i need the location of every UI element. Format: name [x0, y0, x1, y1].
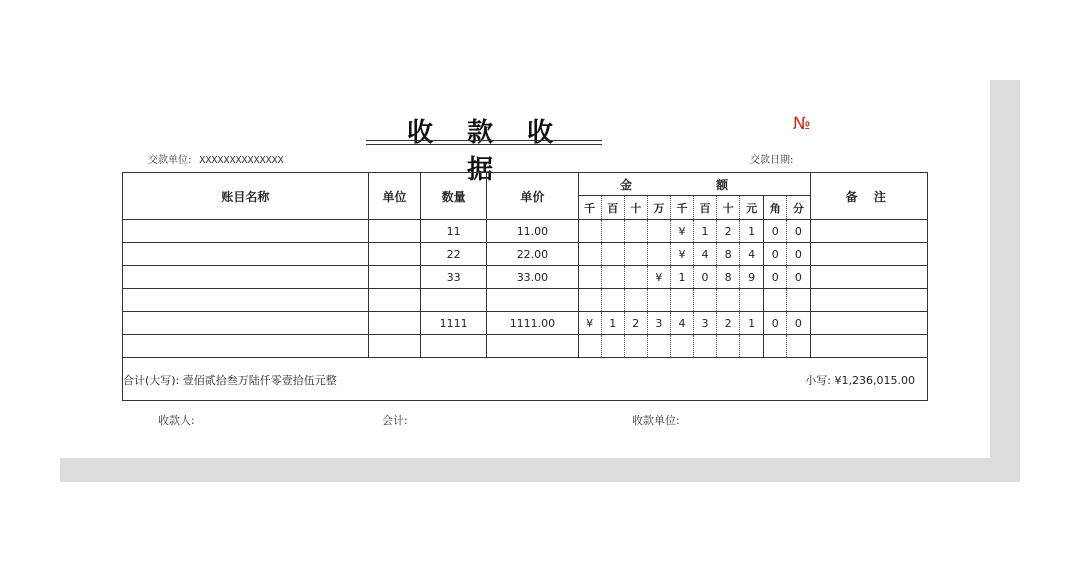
table-row [123, 220, 928, 243]
row-unit-price[interactable]: 11.00 [487, 220, 578, 243]
row-digit-8[interactable]: 0 [764, 243, 787, 266]
row-digit-7[interactable] [740, 335, 764, 358]
row-digit-4[interactable]: 4 [670, 312, 693, 335]
row-unit[interactable] [368, 220, 420, 243]
row-digit-5[interactable]: 1 [693, 220, 716, 243]
row-digit-3[interactable]: ¥ [647, 266, 670, 289]
row-digit-7[interactable]: 9 [740, 266, 764, 289]
row-unit[interactable] [368, 289, 420, 312]
receipt-number-mark: № [793, 114, 811, 134]
row-quantity[interactable] [421, 335, 487, 358]
total-small [805, 372, 915, 388]
row-digit-0[interactable] [578, 266, 601, 289]
payer-label: 交款单位: [148, 155, 192, 166]
header-account-name: 账目名称 [123, 173, 369, 220]
payer-field [148, 151, 284, 166]
row-unit-price[interactable]: 33.00 [487, 266, 578, 289]
row-account-name[interactable] [123, 335, 369, 358]
row-digit-1[interactable] [601, 243, 624, 266]
row-digit-8[interactable]: 0 [764, 266, 787, 289]
digit-header-2: 十 [624, 196, 647, 220]
row-digit-9[interactable]: 0 [787, 266, 810, 289]
total-capital-value: 壹佰贰拾叁万陆仟零壹拾伍元整 [182, 374, 337, 387]
row-digit-3[interactable] [647, 243, 670, 266]
row-digit-6[interactable]: 8 [717, 266, 740, 289]
row-account-name[interactable] [123, 243, 369, 266]
row-digit-5[interactable] [693, 335, 716, 358]
row-digit-1[interactable] [601, 220, 624, 243]
row-digit-7[interactable]: 4 [740, 243, 764, 266]
row-quantity[interactable] [421, 289, 487, 312]
row-unit-price[interactable]: 1111.00 [487, 312, 578, 335]
row-digit-1[interactable] [601, 266, 624, 289]
digit-header-6: 十 [717, 196, 740, 220]
row-unit[interactable] [368, 335, 420, 358]
total-capital-label: 合计(大写): [123, 374, 180, 387]
row-digit-2[interactable] [624, 243, 647, 266]
row-quantity[interactable]: 33 [421, 266, 487, 289]
row-account-name[interactable] [123, 220, 369, 243]
digit-header-5: 百 [693, 196, 716, 220]
row-digit-4[interactable]: 1 [670, 266, 693, 289]
row-remark[interactable] [810, 312, 928, 335]
row-remark[interactable] [810, 220, 928, 243]
row-digit-7[interactable]: 1 [740, 220, 764, 243]
row-digit-3[interactable]: 3 [647, 312, 670, 335]
row-digit-7[interactable] [740, 289, 764, 312]
digit-header-1: 百 [601, 196, 624, 220]
row-digit-3[interactable] [647, 220, 670, 243]
header-amount: 金 额 [578, 173, 810, 196]
total-row [123, 358, 928, 401]
row-account-name[interactable] [123, 312, 369, 335]
row-digit-8[interactable]: 0 [764, 220, 787, 243]
row-digit-2[interactable] [624, 266, 647, 289]
footer-receiving-unit: 收款单位: [632, 414, 680, 427]
row-digit-4[interactable] [670, 289, 693, 312]
digit-header-0: 千 [578, 196, 601, 220]
row-account-name[interactable] [123, 289, 369, 312]
footer-accountant: 会计: [382, 414, 408, 427]
row-digit-2[interactable] [624, 220, 647, 243]
header-unit: 单位 [368, 173, 420, 220]
receipt-table [122, 172, 928, 401]
table-row [123, 289, 928, 312]
header-quantity: 数量 [421, 173, 487, 220]
row-quantity[interactable]: 11 [421, 220, 487, 243]
table-row [123, 335, 928, 358]
payer-value[interactable]: XXXXXXXXXXXXXX [199, 155, 284, 166]
row-digit-0[interactable] [578, 220, 601, 243]
table-row [123, 312, 928, 335]
receipt-title: 收款收据 [406, 118, 587, 185]
row-digit-1[interactable] [601, 289, 624, 312]
row-unit[interactable] [368, 266, 420, 289]
digit-header-7: 元 [740, 196, 764, 220]
table-row [123, 243, 928, 266]
row-digit-2[interactable] [624, 289, 647, 312]
title-underline-top [366, 140, 602, 141]
receipt-sheet [60, 78, 990, 458]
row-digit-1[interactable] [601, 335, 624, 358]
row-unit-price[interactable] [487, 335, 578, 358]
row-digit-6[interactable] [717, 289, 740, 312]
row-account-name[interactable] [123, 266, 369, 289]
row-digit-0[interactable]: ¥ [578, 312, 601, 335]
header-unit-price: 单价 [487, 173, 578, 220]
row-digit-5[interactable]: 3 [693, 312, 716, 335]
row-remark[interactable] [810, 289, 928, 312]
row-digit-4[interactable] [670, 335, 693, 358]
title-underline-bottom [366, 144, 602, 145]
row-quantity[interactable]: 1111 [421, 312, 487, 335]
row-unit-price[interactable]: 22.00 [487, 243, 578, 266]
row-digit-4[interactable]: ¥ [670, 220, 693, 243]
row-digit-9[interactable] [787, 289, 810, 312]
row-digit-9[interactable] [787, 335, 810, 358]
row-unit-price[interactable] [487, 289, 578, 312]
row-digit-6[interactable]: 2 [717, 312, 740, 335]
row-digit-0[interactable] [578, 289, 601, 312]
row-digit-6[interactable]: 2 [717, 220, 740, 243]
row-quantity[interactable]: 22 [421, 243, 487, 266]
row-digit-9[interactable]: 0 [787, 312, 810, 335]
row-digit-9[interactable]: 0 [787, 243, 810, 266]
row-digit-7[interactable]: 1 [740, 312, 764, 335]
row-unit[interactable] [368, 312, 420, 335]
page-shadow-bottom [60, 458, 1020, 482]
date-field [750, 151, 793, 166]
digit-header-3: 万 [647, 196, 670, 220]
row-digit-8[interactable] [764, 289, 787, 312]
row-unit[interactable] [368, 243, 420, 266]
row-digit-6[interactable] [717, 335, 740, 358]
row-digit-5[interactable]: 4 [693, 243, 716, 266]
row-digit-8[interactable]: 0 [764, 312, 787, 335]
total-small-label: 小写: [805, 374, 832, 387]
row-remark[interactable] [810, 266, 928, 289]
total-capital [123, 372, 337, 388]
row-digit-9[interactable]: 0 [787, 220, 810, 243]
row-digit-8[interactable] [764, 335, 787, 358]
row-digit-2[interactable]: 2 [624, 312, 647, 335]
row-digit-0[interactable] [578, 335, 601, 358]
row-digit-3[interactable] [647, 335, 670, 358]
digit-header-8: 角 [764, 196, 787, 220]
row-digit-6[interactable]: 8 [717, 243, 740, 266]
row-digit-5[interactable]: 0 [693, 266, 716, 289]
row-digit-3[interactable] [647, 289, 670, 312]
table-row [123, 266, 928, 289]
row-digit-5[interactable] [693, 289, 716, 312]
row-digit-2[interactable] [624, 335, 647, 358]
total-cell [123, 358, 928, 401]
row-digit-0[interactable] [578, 243, 601, 266]
row-remark[interactable] [810, 335, 928, 358]
digit-header-9: 分 [787, 196, 810, 220]
page-shadow-right [990, 80, 1020, 460]
row-digit-4[interactable]: ¥ [670, 243, 693, 266]
header-remarks: 备 注 [810, 173, 928, 220]
total-small-value: ¥1,236,015.00 [834, 374, 915, 387]
digit-header-4: 千 [670, 196, 693, 220]
date-label: 交款日期: [750, 155, 794, 166]
row-remark[interactable] [810, 243, 928, 266]
row-digit-1[interactable]: 1 [601, 312, 624, 335]
data-rows [123, 220, 928, 358]
footer-payee: 收款人: [158, 414, 195, 427]
